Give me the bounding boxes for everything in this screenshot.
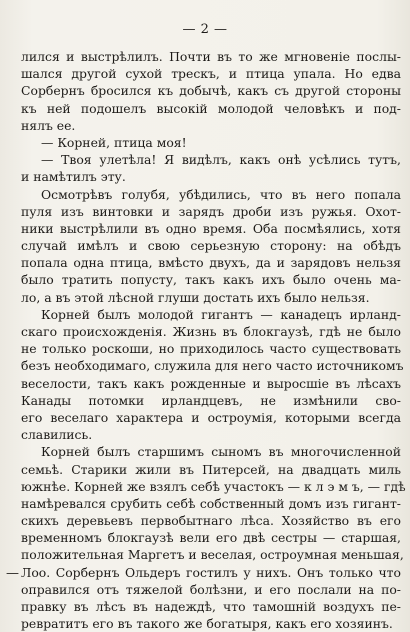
text-line: скихъ деревьевъ первобытнаго лѣса. Хозяйство въ его	[21, 513, 401, 529]
text-line: не только роскоши, но приходилось часто существовать	[21, 341, 401, 357]
text-line: и намѣтилъ эту.	[21, 169, 126, 185]
text-line: временномъ блокгаузѣ вели его двѣ сестры — старшая,	[21, 530, 401, 546]
text-line: Корней былъ молодой гигантъ — канадецъ ирланд-	[41, 306, 401, 322]
text-line: скаго происхожденія. Жизнь въ блокгаузѣ, гдѣ не было	[21, 324, 401, 339]
page-number: — 2 —	[182, 22, 228, 37]
text-line: Лоо. Сорбернъ Ольдеръ гостилъ у нихъ. Онъ только что	[21, 564, 401, 580]
text-line: попала одна птица, вмѣсто двухъ, да и зарядовъ нельзя	[21, 255, 401, 271]
text-line: Осмотрѣвъ голубя, убѣдились, что въ него попала	[41, 186, 401, 202]
text-line: правку въ лѣсъ въ надеждѣ, что тамошній воздухъ пе-	[21, 599, 401, 614]
text-line: ло, а въ этой лѣсной глуши достать ихъ было нельзя.	[21, 289, 370, 305]
text-line: оправился отъ тяжелой болѣзни, и его послали на по-	[21, 581, 401, 597]
text-line: положительная Маргетъ и веселая, остроумная меньшая,	[21, 547, 404, 563]
text-line: случай имѣлъ и свою серьезную сторону: на обѣдъ	[21, 238, 401, 254]
text-line: славились.	[21, 427, 93, 443]
text-line: Корней былъ старшимъ сыномъ въ многочисленной	[41, 444, 401, 460]
text-line: семьѣ. Старики жили въ Питерсей, на двадцать миль	[21, 461, 401, 477]
text-line: ники выстрѣлили въ одно время. Оба посмѣялись, хотя	[21, 220, 401, 236]
text-line: шался другой сухой трескъ, и птица упала. Но едва	[21, 66, 401, 82]
text-line: пуля изъ винтовки и зарядъ дроби изъ ружья. Охот-	[21, 203, 401, 219]
text-line: лился и выстрѣлилъ. Почти въ то же мгновеніе послы-	[21, 49, 401, 64]
text-line: безъ необходимаго, служила для него часто источникомъ	[21, 358, 404, 374]
text-line: было тратить попусту, такъ какъ ихъ было очень ма-	[21, 272, 401, 288]
text-line: нялъ ее.	[21, 117, 76, 133]
text-line: веселости, такъ какъ рожденные и выросшіе въ лѣсахъ	[21, 375, 401, 391]
text-line: — Корней, птица моя!	[41, 134, 187, 150]
page-body	[21, 48, 406, 632]
text-line: ревратитъ его въ такого же богатыря, какъ его хозяинъ.	[21, 616, 393, 632]
margin-mark: —	[6, 566, 19, 581]
text-line: Сорбернъ бросился къ добычѣ, какъ съ другой стороны	[21, 83, 401, 99]
text-line: къ ней подошелъ высокій молодой человѣкъ и под-	[21, 100, 401, 116]
text-line: южнѣе. Корней же взялъ себѣ участокъ — к л э м ъ, — гдѣ	[21, 478, 406, 494]
text-line: его веселаго характера и остроумія, которыми всегда	[21, 409, 401, 425]
text-line: намѣревался срубить себѣ собственный домъ изъ гигант-	[21, 495, 401, 511]
text-line: — Твоя улетѣла! Я видѣлъ, какъ онѣ усѣлись тутъ,	[41, 152, 401, 168]
text-line: Канады потомки ирландцевъ, не измѣнили сво-	[21, 392, 401, 408]
